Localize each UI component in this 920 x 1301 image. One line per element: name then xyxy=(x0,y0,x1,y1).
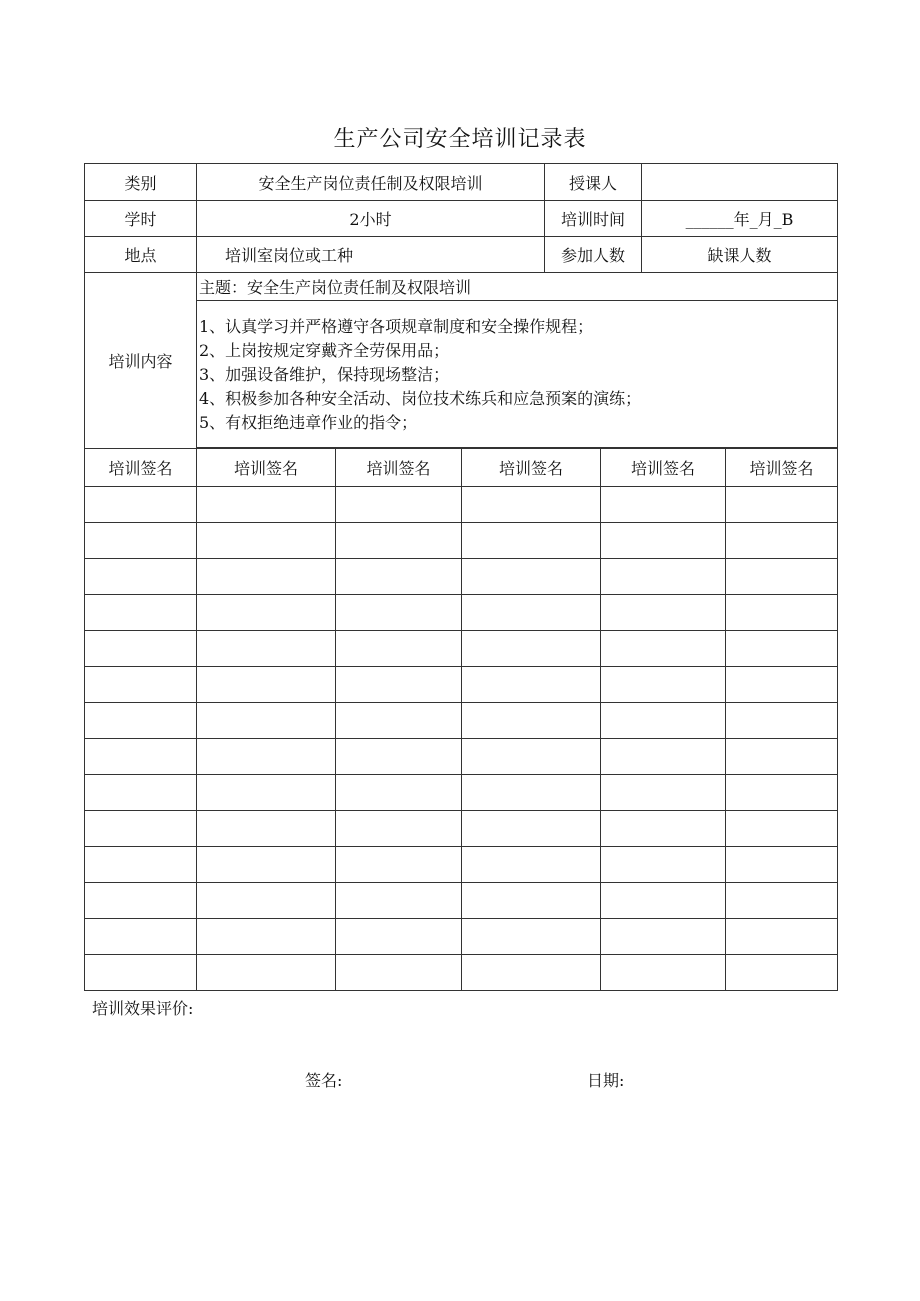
signature-header: 培训签名 xyxy=(600,448,726,487)
signature-cell[interactable] xyxy=(84,594,197,631)
signature-cell[interactable] xyxy=(335,702,462,739)
signature-cell[interactable] xyxy=(600,810,726,847)
location-label: 地点 xyxy=(84,236,197,273)
signature-cell[interactable] xyxy=(196,558,336,595)
signature-cell[interactable] xyxy=(600,522,726,559)
signature-cell[interactable] xyxy=(196,774,336,811)
signature-cell[interactable] xyxy=(335,774,462,811)
signature-cell[interactable] xyxy=(84,702,197,739)
page-title: 生产公司安全培训记录表 xyxy=(333,127,587,152)
signature-cell[interactable] xyxy=(600,918,726,955)
signature-cell[interactable] xyxy=(461,702,601,739)
signature-cell[interactable] xyxy=(725,486,838,523)
signature-cell[interactable] xyxy=(725,666,838,703)
signature-cell[interactable] xyxy=(461,918,601,955)
content-topic: 主题：安全生产岗位责任制及权限培训 xyxy=(196,272,838,301)
signature-cell[interactable] xyxy=(600,558,726,595)
signature-cell[interactable] xyxy=(335,882,462,919)
signature-cell[interactable] xyxy=(461,738,601,775)
time-label: 培训时间 xyxy=(544,200,642,237)
hours-label: 学时 xyxy=(84,200,197,237)
signature-cell[interactable] xyxy=(725,846,838,883)
signature-cell[interactable] xyxy=(725,954,838,991)
content-item: 2、上岗按规定穿戴齐全劳保用品； xyxy=(199,341,450,360)
signature-cell[interactable] xyxy=(335,846,462,883)
content-item: 1、认真学习并严格遵守各项规章制度和安全操作规程； xyxy=(199,317,594,336)
signature-header: 培训签名 xyxy=(725,448,838,487)
content-item: 5、有权拒绝违章作业的指令； xyxy=(199,413,418,432)
signature-cell[interactable] xyxy=(461,486,601,523)
date-label: 日期: xyxy=(587,1071,625,1090)
signature-cell[interactable] xyxy=(84,918,197,955)
time-value[interactable]: ______年_月_B xyxy=(641,200,838,237)
signature-cell[interactable] xyxy=(461,846,601,883)
signature-header: 培训签名 xyxy=(196,448,336,487)
signature-cell[interactable] xyxy=(725,810,838,847)
absent-label: 缺课人数 xyxy=(641,236,838,273)
signature-cell[interactable] xyxy=(84,954,197,991)
signature-header: 培训签名 xyxy=(461,448,601,487)
signature-cell[interactable] xyxy=(600,738,726,775)
signature-cell[interactable] xyxy=(196,594,336,631)
signature-cell[interactable] xyxy=(461,954,601,991)
hours-value: 2小时 xyxy=(196,200,545,237)
signature-cell[interactable] xyxy=(84,666,197,703)
signature-cell[interactable] xyxy=(196,810,336,847)
signature-cell[interactable] xyxy=(600,774,726,811)
signature-cell[interactable] xyxy=(84,810,197,847)
signature-cell[interactable] xyxy=(196,846,336,883)
signature-cell[interactable] xyxy=(196,522,336,559)
signature-cell[interactable] xyxy=(461,810,601,847)
category-value: 安全生产岗位责任制及权限培训 xyxy=(196,163,545,201)
signature-cell[interactable] xyxy=(196,954,336,991)
signature-cell[interactable] xyxy=(725,630,838,667)
signature-cell[interactable] xyxy=(600,702,726,739)
signature-cell[interactable] xyxy=(196,630,336,667)
signature-cell[interactable] xyxy=(461,774,601,811)
signature-cell[interactable] xyxy=(335,810,462,847)
signature-cell[interactable] xyxy=(335,738,462,775)
signature-cell[interactable] xyxy=(196,702,336,739)
signature-cell[interactable] xyxy=(725,558,838,595)
signature-cell[interactable] xyxy=(84,738,197,775)
signature-cell[interactable] xyxy=(84,846,197,883)
signature-cell[interactable] xyxy=(600,486,726,523)
signature-cell[interactable] xyxy=(84,774,197,811)
signature-cell[interactable] xyxy=(725,594,838,631)
content-label: 培训内容 xyxy=(84,272,197,449)
signature-cell[interactable] xyxy=(600,630,726,667)
signature-cell[interactable] xyxy=(335,630,462,667)
location-value: 培训室岗位或工种 xyxy=(196,236,545,273)
attendees-label: 参加人数 xyxy=(544,236,642,273)
signature-cell[interactable] xyxy=(84,630,197,667)
signature-cell[interactable] xyxy=(335,522,462,559)
signature-cell[interactable] xyxy=(84,486,197,523)
signature-cell[interactable] xyxy=(196,738,336,775)
signature-cell[interactable] xyxy=(84,558,197,595)
signature-cell[interactable] xyxy=(461,630,601,667)
signature-cell[interactable] xyxy=(725,918,838,955)
signature-cell[interactable] xyxy=(461,882,601,919)
signature-cell[interactable] xyxy=(600,846,726,883)
signature-cell[interactable] xyxy=(335,594,462,631)
signature-cell[interactable] xyxy=(84,522,197,559)
content-item: 4、积极参加各种安全活动、岗位技术练兵和应急预案的演练； xyxy=(199,389,642,408)
signature-cell[interactable] xyxy=(600,666,726,703)
content-list xyxy=(196,300,838,448)
signature-header: 培训签名 xyxy=(84,448,197,487)
signature-cell[interactable] xyxy=(335,954,462,991)
signature-header: 培训签名 xyxy=(335,448,462,487)
signature-cell[interactable] xyxy=(461,666,601,703)
signature-cell[interactable] xyxy=(335,558,462,595)
signature-cell[interactable] xyxy=(335,918,462,955)
signature-cell[interactable] xyxy=(461,594,601,631)
signature-cell[interactable] xyxy=(725,774,838,811)
sign-label: 签名: xyxy=(305,1071,343,1090)
teacher-value[interactable] xyxy=(641,163,838,201)
teacher-label: 授课人 xyxy=(544,163,642,201)
signature-cell[interactable] xyxy=(196,666,336,703)
signature-cell[interactable] xyxy=(725,882,838,919)
category-label: 类别 xyxy=(84,163,197,201)
signature-cell[interactable] xyxy=(725,522,838,559)
signature-cell[interactable] xyxy=(335,666,462,703)
signature-cell[interactable] xyxy=(84,882,197,919)
signature-cell[interactable] xyxy=(600,882,726,919)
evaluation-label: 培训效果评价: xyxy=(92,999,194,1018)
signature-cell[interactable] xyxy=(335,486,462,523)
content-item: 3、加强设备维护，保持现场整洁； xyxy=(199,365,450,384)
signature-cell[interactable] xyxy=(461,522,601,559)
signature-cell[interactable] xyxy=(196,486,336,523)
signature-cell[interactable] xyxy=(725,738,838,775)
signature-cell[interactable] xyxy=(600,594,726,631)
signature-cell[interactable] xyxy=(196,882,336,919)
signature-cell[interactable] xyxy=(461,558,601,595)
signature-cell[interactable] xyxy=(600,954,726,991)
signature-cell[interactable] xyxy=(196,918,336,955)
signature-cell[interactable] xyxy=(725,702,838,739)
